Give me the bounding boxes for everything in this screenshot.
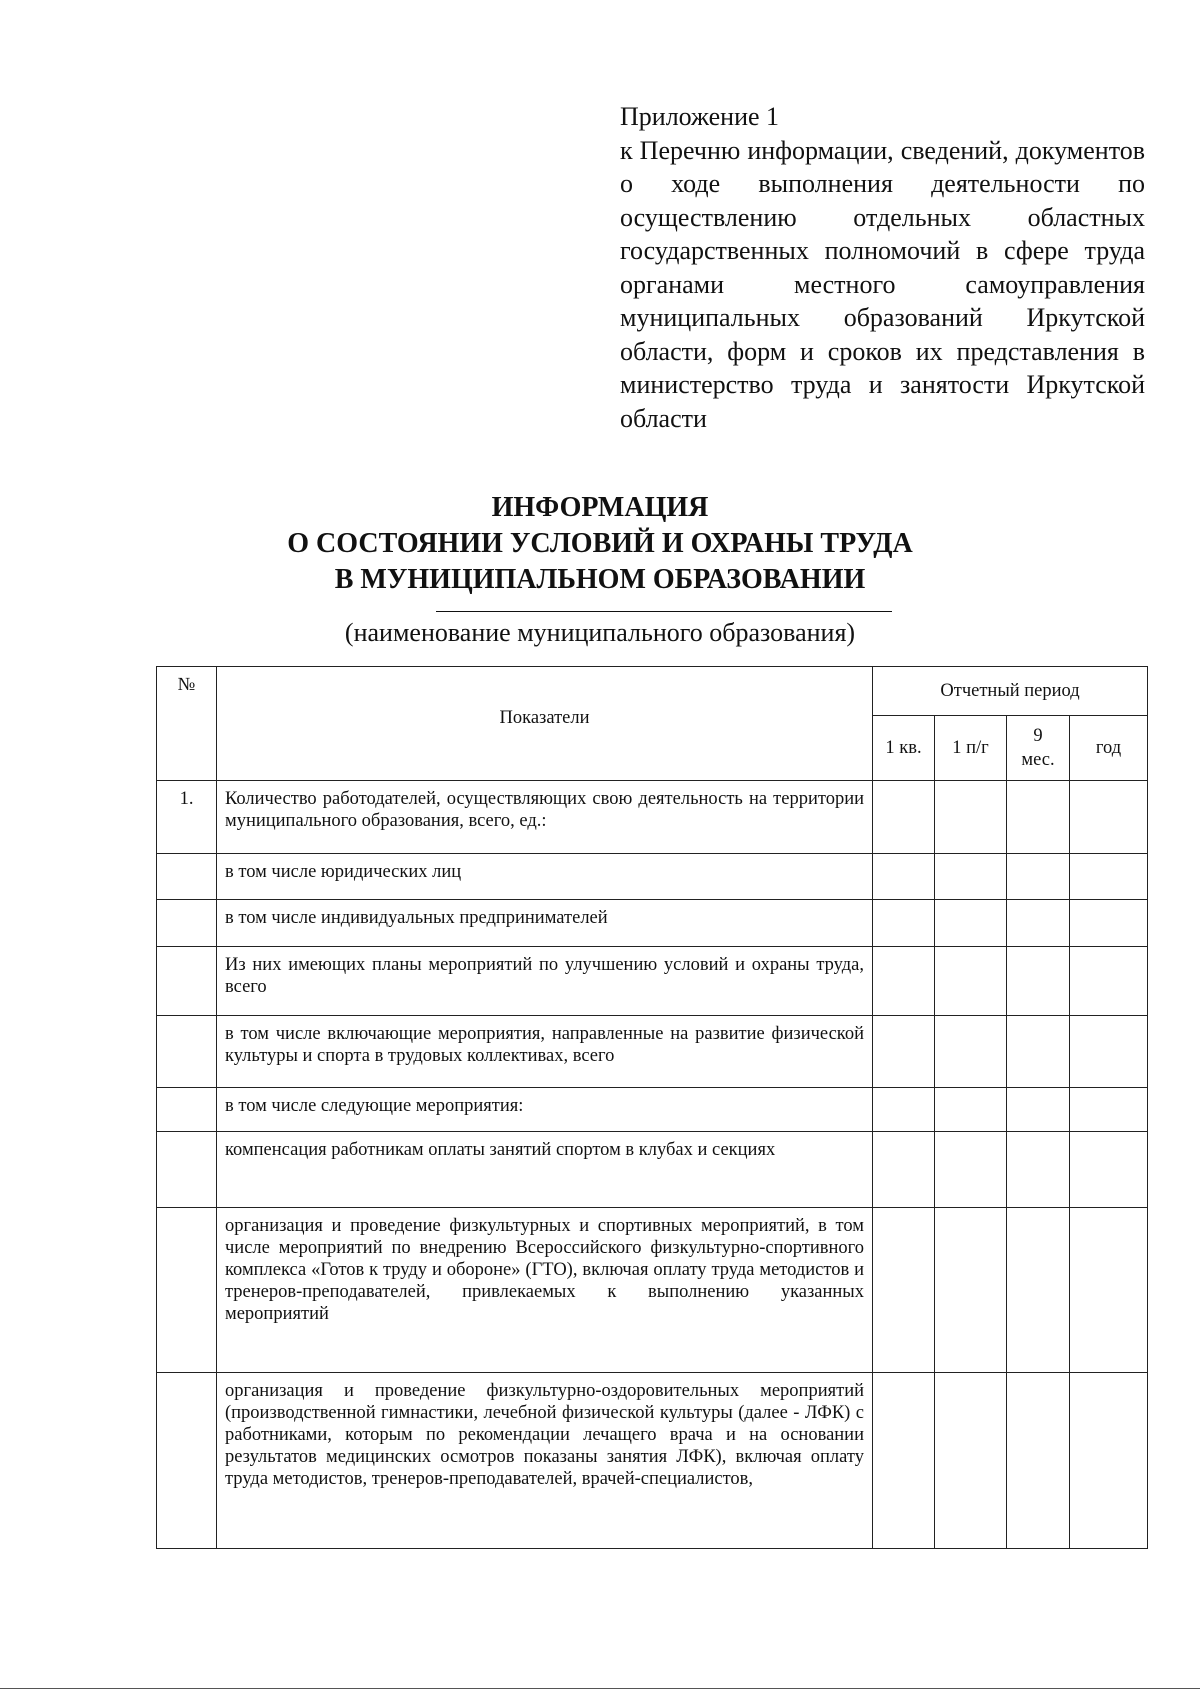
table-row — [157, 1016, 1148, 1088]
heading-line-3: В МУНИЦИПАЛЬНОМ ОБРАЗОВАНИИ — [334, 564, 866, 595]
value-cell[interactable] — [935, 1373, 1007, 1549]
page-bottom-edge-line — [0, 1688, 1200, 1689]
row-number — [157, 947, 217, 1016]
value-cell[interactable] — [1070, 900, 1148, 947]
appendix-title: Приложение 1 — [620, 102, 780, 131]
value-cell[interactable] — [873, 1208, 935, 1373]
value-cell[interactable] — [1007, 1208, 1070, 1373]
header-indicators — [217, 667, 873, 781]
table-row — [157, 854, 1148, 900]
municipality-name-caption: (наименование муниципального образования) — [344, 618, 856, 647]
appendix-text: к Перечню информации, сведений, документов о ходе выполнения деятельности по осуществлению отдельных областных государственных полномочий в сфере труда органами местного самоуправления муниципальных образований Иркутской области, форм и сроков их представления в министерство труда и занятости Иркутской области — [620, 135, 1145, 433]
row-indicator: в том числе юридических лиц — [217, 854, 873, 900]
document-heading — [0, 490, 1200, 598]
value-cell[interactable] — [1007, 1132, 1070, 1208]
row-indicator: в том числе следующие мероприятия: — [217, 1088, 873, 1132]
value-cell[interactable] — [1070, 1088, 1148, 1132]
value-cell[interactable] — [1007, 781, 1070, 854]
header-period-year: год — [1070, 716, 1148, 781]
municipality-name-blank-line — [436, 611, 892, 612]
value-cell[interactable] — [873, 900, 935, 947]
table-row — [157, 900, 1148, 947]
table-row — [157, 1373, 1148, 1549]
row-indicator: Количество работодателей, осуществляющих свою деятельность на территории муниципального образования, всего, ед.: — [217, 781, 873, 854]
row-number: 1. — [157, 781, 217, 854]
value-cell[interactable] — [1007, 1373, 1070, 1549]
value-cell[interactable] — [935, 781, 1007, 854]
heading-line-2: О СОСТОЯНИИ УСЛОВИЙ И ОХРАНЫ ТРУДА — [287, 528, 913, 559]
header-reporting-period: Отчетный период — [873, 667, 1148, 716]
row-indicator: организация и проведение физкультурно-оздоровительных мероприятий (производственной гимнастики, лечебной физической культуры (далее - ЛФК) с работниками, которым по рекомендации лечащего врача и на основании результатов медицинских осмотров показаны занятия ЛФК), включая оплату труда методистов, тренеров-преподавателей, врачей-специалистов, — [217, 1373, 873, 1549]
value-cell[interactable] — [935, 854, 1007, 900]
value-cell[interactable] — [935, 1208, 1007, 1373]
value-cell[interactable] — [873, 1016, 935, 1088]
value-cell[interactable] — [873, 1088, 935, 1132]
row-number — [157, 854, 217, 900]
indicators-table — [156, 666, 1148, 1549]
row-indicator: Из них имеющих планы мероприятий по улучшению условий и охраны труда, всего — [217, 947, 873, 1016]
value-cell[interactable] — [1007, 1016, 1070, 1088]
value-cell[interactable] — [873, 1132, 935, 1208]
value-cell[interactable] — [935, 1088, 1007, 1132]
row-number — [157, 1132, 217, 1208]
table-row — [157, 947, 1148, 1016]
table-row — [157, 1208, 1148, 1373]
value-cell[interactable] — [935, 1132, 1007, 1208]
value-cell[interactable] — [1070, 781, 1148, 854]
value-cell[interactable] — [935, 947, 1007, 1016]
row-number — [157, 1016, 217, 1088]
row-number — [157, 1373, 217, 1549]
header-period-9m — [1007, 716, 1070, 781]
appendix-block — [620, 100, 1145, 435]
value-cell[interactable] — [1070, 1373, 1148, 1549]
value-cell[interactable] — [873, 947, 935, 1016]
value-cell[interactable] — [873, 1373, 935, 1549]
table-row — [157, 1132, 1148, 1208]
heading-line-1: ИНФОРМАЦИЯ — [491, 492, 709, 523]
row-indicator: организация и проведение физкультурных и спортивных мероприятий, в том числе мероприятий по внедрению Всероссийского физкультурно-спортивного комплекса «Готов к труду и обороне» (ГТО), включая оплату труда методистов и тренеров-преподавателей, привлекаемых к выполнению указанных мероприятий — [217, 1208, 873, 1373]
row-indicator: в том числе индивидуальных предпринимателей — [217, 900, 873, 947]
header-period-h1: 1 п/г — [935, 716, 1007, 781]
value-cell[interactable] — [935, 1016, 1007, 1088]
header-period-9m-label: 9 мес. — [1021, 726, 1055, 770]
table-row — [157, 781, 1148, 854]
row-indicator: компенсация работникам оплаты занятий спортом в клубах и секциях — [217, 1132, 873, 1208]
row-number — [157, 1088, 217, 1132]
value-cell[interactable] — [1007, 947, 1070, 1016]
row-number — [157, 1208, 217, 1373]
row-number — [157, 900, 217, 947]
value-cell[interactable] — [873, 854, 935, 900]
value-cell[interactable] — [873, 781, 935, 854]
value-cell[interactable] — [1070, 1016, 1148, 1088]
value-cell[interactable] — [1070, 947, 1148, 1016]
value-cell[interactable] — [1007, 1088, 1070, 1132]
value-cell[interactable] — [1007, 854, 1070, 900]
header-period-q1: 1 кв. — [873, 716, 935, 781]
value-cell[interactable] — [1007, 900, 1070, 947]
value-cell[interactable] — [935, 900, 1007, 947]
header-indicators-label: Показатели — [499, 708, 590, 728]
table-row — [157, 1088, 1148, 1132]
value-cell[interactable] — [1070, 854, 1148, 900]
value-cell[interactable] — [1070, 1208, 1148, 1373]
row-indicator: в том числе включающие мероприятия, направленные на развитие физической культуры и спорта в трудовых коллективах, всего — [217, 1016, 873, 1088]
header-number: № — [157, 667, 217, 781]
value-cell[interactable] — [1070, 1132, 1148, 1208]
